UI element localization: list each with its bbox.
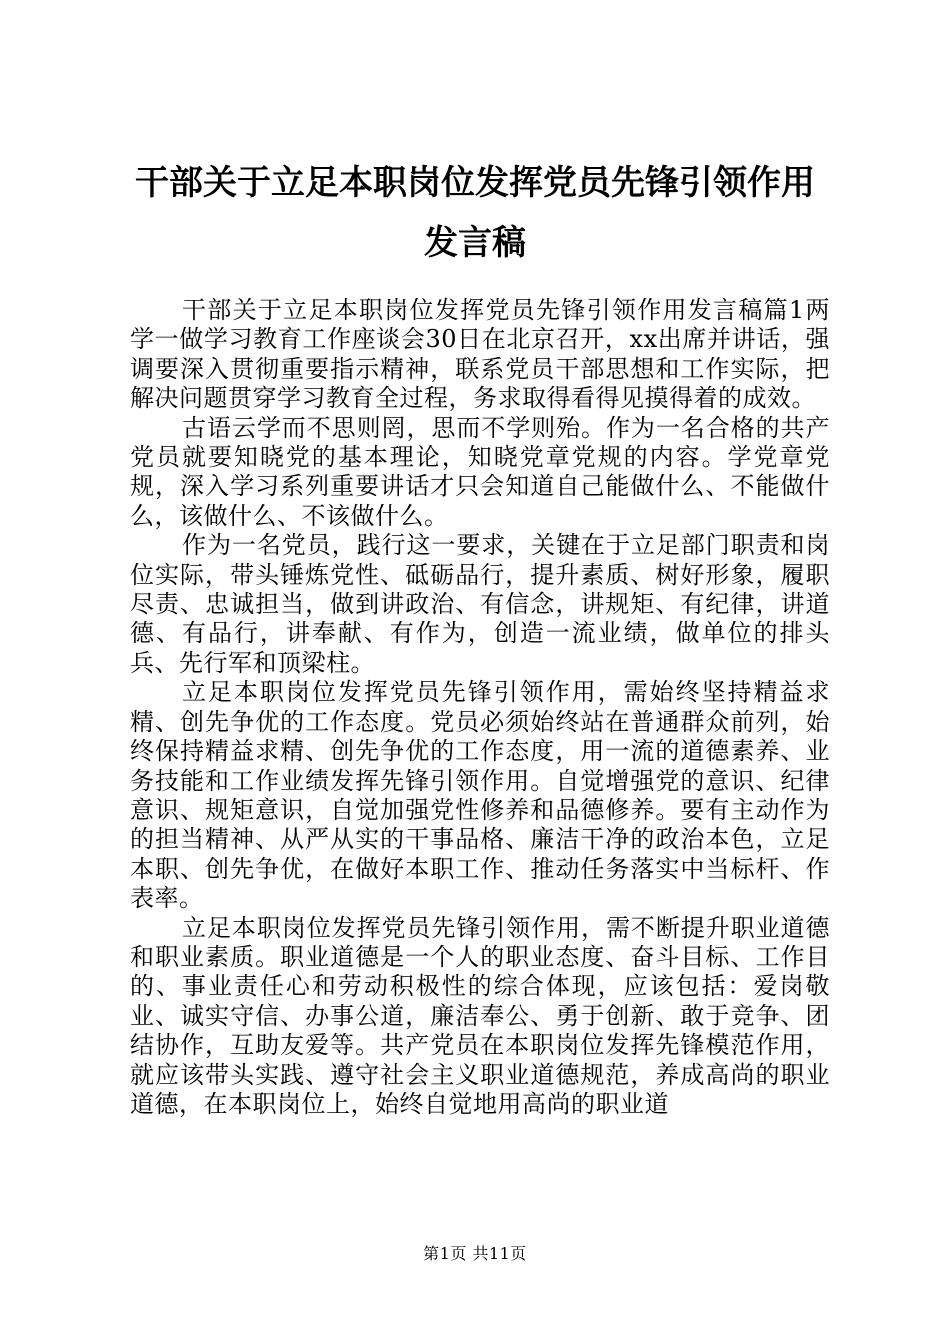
- paragraph-2: 古语云学而不思则罔，思而不学则殆。作为一名合格的共产党员就要知晓党的基本理论，知晓党章党规的内容。学党章党规，深入学习系列重要讲话才只会知道自己能做什么、不能做什么，该做什么、不该做什么。: [130, 413, 830, 530]
- document-body: [130, 296, 830, 1119]
- title-line-2: 发言稿: [424, 223, 526, 263]
- paragraph-4: 立足本职岗位发挥党员先锋引领作用，需始终坚持精益求精、创先争优的工作态度。党员必须始终站在普通群众前列，始终保持精益求精、创先争优的工作态度，用一流的道德素养、业务技能和工作业绩发挥先锋引领作用。自觉增强党的意识、纪律意识、规矩意识，自觉加强党性修养和品德修养。要有主动作为的担当精神、从严从实的干事品格、廉洁干净的政治本色，立足本职、创先争优，在做好本职工作、推动任务落实中当标杆、作表率。: [130, 678, 830, 913]
- page-footer: 第1页 共11页: [423, 1244, 527, 1263]
- paragraph-1: 干部关于立足本职岗位发挥党员先锋引领作用发言稿篇1两学一做学习教育工作座谈会30日在北京召开，xx出席并讲话，强调要深入贯彻重要指示精神，联系党员干部思想和工作实际，把解决问题贯穿学习教育全过程，务求取得看得见摸得着的成效。: [130, 296, 830, 413]
- paragraph-3: 作为一名党员，践行这一要求，关键在于立足部门职责和岗位实际，带头锤炼党性、砥砺品行，提升素质、树好形象，履职尽责、忠诚担当，做到讲政治、有信念，讲规矩、有纪律，讲道德、有品行，讲奉献、有作为，创造一流业绩，做单位的排头兵、先行军和顶梁柱。: [130, 531, 830, 677]
- document-title: [100, 153, 850, 273]
- paragraph-5: 立足本职岗位发挥党员先锋引领作用，需不断提升职业道德和职业素质。职业道德是一个人的职业态度、奋斗目标、工作目的、事业责任心和劳动积极性的综合体现，应该包括：爱岗敬业、诚实守信、办事公道，廉洁奉公、勇于创新、敢于竞争、团结协作，互助友爱等。共产党员在本职岗位发挥先锋模范作用，就应该带头实践、遵守社会主义职业道德规范，养成高尚的职业道德，在本职岗位上，始终自觉地用高尚的职业道: [130, 913, 830, 1118]
- title-line-1: 干部关于立足本职岗位发挥党员先锋引领作用: [135, 163, 815, 203]
